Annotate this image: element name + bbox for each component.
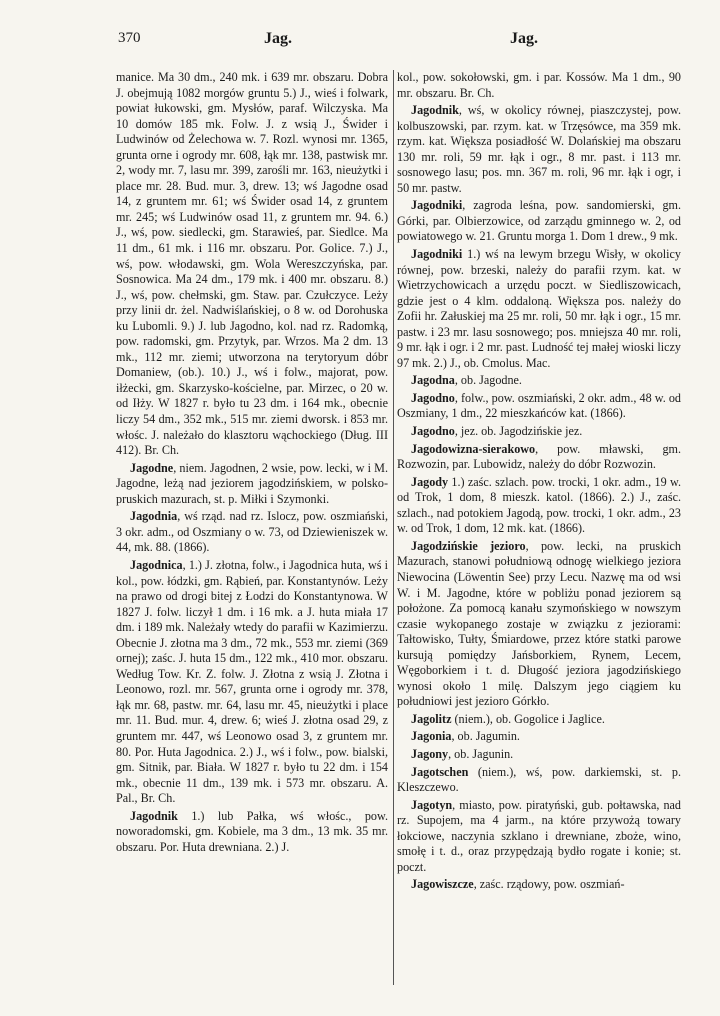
- entry-text: (niem.), ob. Gogolice i Jaglice.: [451, 711, 605, 726]
- dictionary-entry: [397, 539, 681, 710]
- running-head-right: Jag.: [510, 30, 538, 47]
- entry-headword: Jagony: [411, 746, 449, 761]
- dictionary-entry: [397, 747, 681, 763]
- entry-text: kol., pow. sokołowski, gm. i par. Kossów. Ma 1 dm., 90 mr. obszaru. Br. Ch.: [397, 70, 681, 100]
- entry-headword: Jagodna: [411, 373, 455, 388]
- dictionary-entry: [116, 558, 388, 807]
- dictionary-entry: [397, 729, 681, 745]
- entry-text: , ob. Jagunin.: [448, 746, 514, 761]
- left-column: [116, 70, 388, 855]
- dictionary-entry: [397, 475, 681, 537]
- right-column: [397, 70, 681, 893]
- entry-headword: Jagodzińskie jezioro: [411, 538, 526, 553]
- dictionary-entry: [116, 509, 388, 556]
- dictionary-entry: [397, 442, 681, 473]
- entry-headword: Jagodno: [411, 424, 455, 439]
- entry-text: , jez. ob. Jagodzińskie jez.: [454, 424, 583, 439]
- dictionary-entry: [397, 247, 681, 371]
- entry-headword: Jagonia: [411, 729, 452, 744]
- entry-text: , pow. lecki, na pruskich Mazurach, stanowi południową odnogę wielkiego jeziora Niewocina (Löwentin See) przy Lecu. Nazwę ma od wsi W. i M. Jagodne, które w pobliżu ponad jeziorem są położone. Za pomocą kanału szymońskiego w nowszym czasie wykopanego zostaje w związku z jeziorami: Tałtowisko, Tułty, Śmiardowe, przez które statki parowe kursują pomiędzy Jańsborkiem, Rynem, Lecem, Węgoborkiem i t. d. Długość jeziora jagodzińskiego wynosi około 1 milę. Dalszym jego ciągiem ku południowi jest jezioro Górkło.: [397, 538, 682, 709]
- dictionary-entry: [397, 798, 681, 876]
- dictionary-entry: [116, 809, 388, 856]
- entry-text: (niem.), wś, pow. darkiemski, st. p. Kleszczewo.: [397, 764, 681, 795]
- dictionary-entry: [397, 765, 681, 796]
- entry-headword: Jagodowizna-sierakowo: [411, 441, 536, 456]
- dictionary-entry: [397, 877, 681, 893]
- entry-headword: Jagowiszcze: [411, 877, 474, 892]
- entry-text: , pow. mławski, gm. Rozwozin, par. Lubowidz, należy do dóbr Rozwozin.: [397, 441, 681, 472]
- entry-headword: Jagotschen: [411, 764, 469, 779]
- entry-headword: Jagodno: [411, 390, 455, 405]
- entry-text: 1.) zaśc. szlach. pow. trocki, 1 okr. adm., 19 w. od Trok, 1 dom, 8 mieszk. katol. (1866). 2.) J., zaśc. szlach., nad potokiem Jagodą, pow. trocki, 1 okr. adm., 23 w. od Trok, 1 dom, 12 mk. kat. (1866).: [397, 474, 681, 536]
- dictionary-entry: [397, 198, 681, 245]
- entry-text: 1.) wś na lewym brzegu Wisły, w okolicy równej, pow. brzeski, należy do parafii rzym. kat. w Wietrzychowicach a urzędu poczt. w Siedliszowicach, gdzie jest o 4 klm. oddaloną. Większa pos. należy do Zofii hr. Załuskiej ma 25 mr. roli, 50 mr. łąk i ogr., 15 mr. pastw. i 23 mr. lasu sosnowego; pos. mniejsza 40 mr. roli, 9 mr. łąk i ogr. i 2 mr. past. Ludność tej małej wioski liczy 97 mk. 2.) J., ob. Cmolus. Mac.: [397, 247, 681, 370]
- entry-headword: Jagodnik: [411, 103, 459, 118]
- dictionary-entry: [397, 424, 681, 440]
- entry-headword: Jagodniki: [411, 198, 463, 213]
- dictionary-entry: [116, 461, 388, 508]
- entry-text: , niem. Jagodnen, 2 wsie, pow. lecki, w i M. Jagodne, leżą nad jeziorem jagodzińskiem, w polsko-pruskich mazurach, st. p. Miłki i Szymonki.: [116, 460, 388, 506]
- column-divider: [393, 70, 394, 985]
- entry-text: , wś rząd. nad rz. Islocz, pow. oszmiański, 3 okr. adm., od Oszmiany o w. 73, od Dziewieniszek w. 44, mk. 88. (1866).: [116, 509, 388, 555]
- entry-headword: Jagodnik: [130, 808, 178, 823]
- entry-headword: Jagotyn: [411, 797, 453, 812]
- entry-headword: Jagodnica: [130, 557, 183, 572]
- dictionary-entry: [397, 70, 681, 101]
- entry-text: , zagroda leśna, pow. sandomierski, gm. Górki, par. Olbierzowice, od zarządu gminnego w. 2, od powiatowego w. 21. Gruntu morga 1. Dom 1 drew., 9 mk.: [397, 198, 681, 244]
- entry-text: , folw., pow. oszmiański, 2 okr. adm., 48 w. od Oszmiany, 1 dm., 22 mieszkańców kat. (1866).: [397, 390, 681, 421]
- entry-headword: Jagodne: [130, 460, 174, 475]
- entry-text: , 1.) J. złotna, folw., i Jagodnica huta, wś i kol., pow. łódzki, gm. Rąbień, par. Konstantynów. Leży na prawo od drogi bitej z Łodzi do Konstantynowa. W 1827 J. folw. liczył 1 dm. i 16 mk. a J. huta miała 17 dm. i 189 mk. Należały wtedy do parafii w Kazimierzu. Obecnie J. złotna ma 3 dm., 72 mk., 553 mr. ziemi (369 ornej); zaśc. J. huta 15 dm., 122 mk., 410 mor. obszaru. Według Tow. Kr. Z. folw. J. Złotna z wsią J. Złotna i Leonowo, rozl. mr. 567, grunta orne i ogrody mr. 378, łąk mr. 68, pastw. mr. 64, lasu mr. 45, nieużytki i place mr. 11. Bud. mur. 4, drew. 6; wieś J. złotna osad 29, z gruntem mr. 447, wś Leonowo osad 3, z gruntem mr. 80. Por. Huta Jagodnica. 2.) J., wś i folw., pow. bialski, gm. Sitnik, par. Biała. W 1827 r. było tu 22 dm. i 154 mk., obecnie 11 dm., 139 mk. i 573 mr. obszaru. A. Pal., Br. Ch.: [116, 557, 388, 806]
- page-header: [118, 30, 680, 52]
- entry-headword: Jagody: [411, 474, 449, 489]
- entry-text: , zaśc. rządowy, pow. oszmiań-: [473, 877, 625, 892]
- page-number: 370: [118, 30, 141, 46]
- entry-headword: Jagodniki: [411, 247, 463, 262]
- entry-text: , wś, w okolicy równej, piaszczystej, pow. kolbuszowski, par. rzym. kat. w Trzęsówce, ma 359 mk. rzym. kat. Większa posiadłość W. Dolańskiej ma obszaru 130 mr. roli, 59 mr. łąk i ogr., 8 mr. past. i 113 mr. sosnowego lasu; pos. mn. 367 m. roli, 96 mr. łąk i ogr, i 50 mr. pastw.: [397, 103, 681, 195]
- dictionary-entry: [397, 391, 681, 422]
- entry-text: , ob. Jagumin.: [451, 729, 520, 744]
- dictionary-entry: [397, 712, 681, 728]
- entry-text: manice. Ma 30 dm., 240 mk. i 639 mr. obszaru. Dobra J. obejmują 1082 morgów gruntu 5.) J., wieś i folwark, powiat łukowski, gm. Mysłów, paraf. Wilczyska. Ma 10 domów 185 mk. Folw. J. z wsią J., Świder i Ludwinów od Żelechowa w. 7. Rozl. wynosi mr. 1365, grunta orne i ogrody mr. 608, łąk mr. 138, pastwisk mr. 2, wody mr. 7, lasu mr. 399, zarośli mr. 163, nieużytki i place mr. 28. Bud. mur. 3, drew. 13; wś Jagodne osad 14, z gruntem mr. 61; wś Świder osad 14, z gruntem mr. 245; wś Ludwinów osad 11, z gruntem mr. 94. 6.) J., wś, pow. siedlecki, gm. Starawieś, par. Siedlce. Ma 11 dm., 61 mk. i 116 mr. obszaru. Por. Golice. 7.) J., wś, pow. włodawski, gm. Wola Wereszczyńska, par. Sosnowica. Ma 24 dm., 179 mk. i 400 mr. obszaru. 8.) J., wś, pow. chełmski, gm. Staw. par. Czułczyce. Leży przy linii dr. żel. Nadwiślańskiej, o 8 w. od Dorohuska ku Lubomli. 9.) J. lub Jagodno, kol. nad rz. Radomką, pow. radomski, gm. Przytyk, par. Wrzos. Ma 2 dm. 13 mk., 112 mr. ziemi; utworzona na terytoryum dóbr Domaniew, (ob.). 10.) J., wś i folw., majorat, pow. iłżecki, gm. Skarzysko-kościelne, par. Mirzec, o 20 w. od Iłży. W 1827 r. było tu 23 dm. i 164 mk., obecnie liczy 54 dm., 352 mk., 515 mr. ziemi dworsk. i 853 mr. włośc. J. należało do klasztoru wąchockiego (Dług. III 412). Br. Ch.: [116, 70, 388, 458]
- dictionary-entry: [397, 103, 681, 196]
- dictionary-entry: [116, 70, 388, 459]
- running-head-left: Jag.: [264, 30, 292, 47]
- entry-text: , ob. Jagodne.: [454, 373, 522, 388]
- entry-headword: Jagodnia: [130, 509, 178, 524]
- entry-text: 1.) lub Pałka, wś włośc., pow. noworadomski, gm. Kobiele, ma 3 dm., 13 mk. 35 mr. obszaru. Por. Huta drewniana. 2.) J.: [116, 808, 388, 854]
- entry-text: , miasto, pow. piratyński, gub. połtawska, nad rz. Supojem, ma 4 jarm., na które przywożą towary łokciowe, naczynia szklano i drewniane, zboże, wino, smołę i t. d., oraz przypędzają bydło rogate i konie; st. poczt.: [397, 797, 681, 874]
- entry-headword: Jagolitz: [411, 711, 452, 726]
- dictionary-entry: [397, 373, 681, 389]
